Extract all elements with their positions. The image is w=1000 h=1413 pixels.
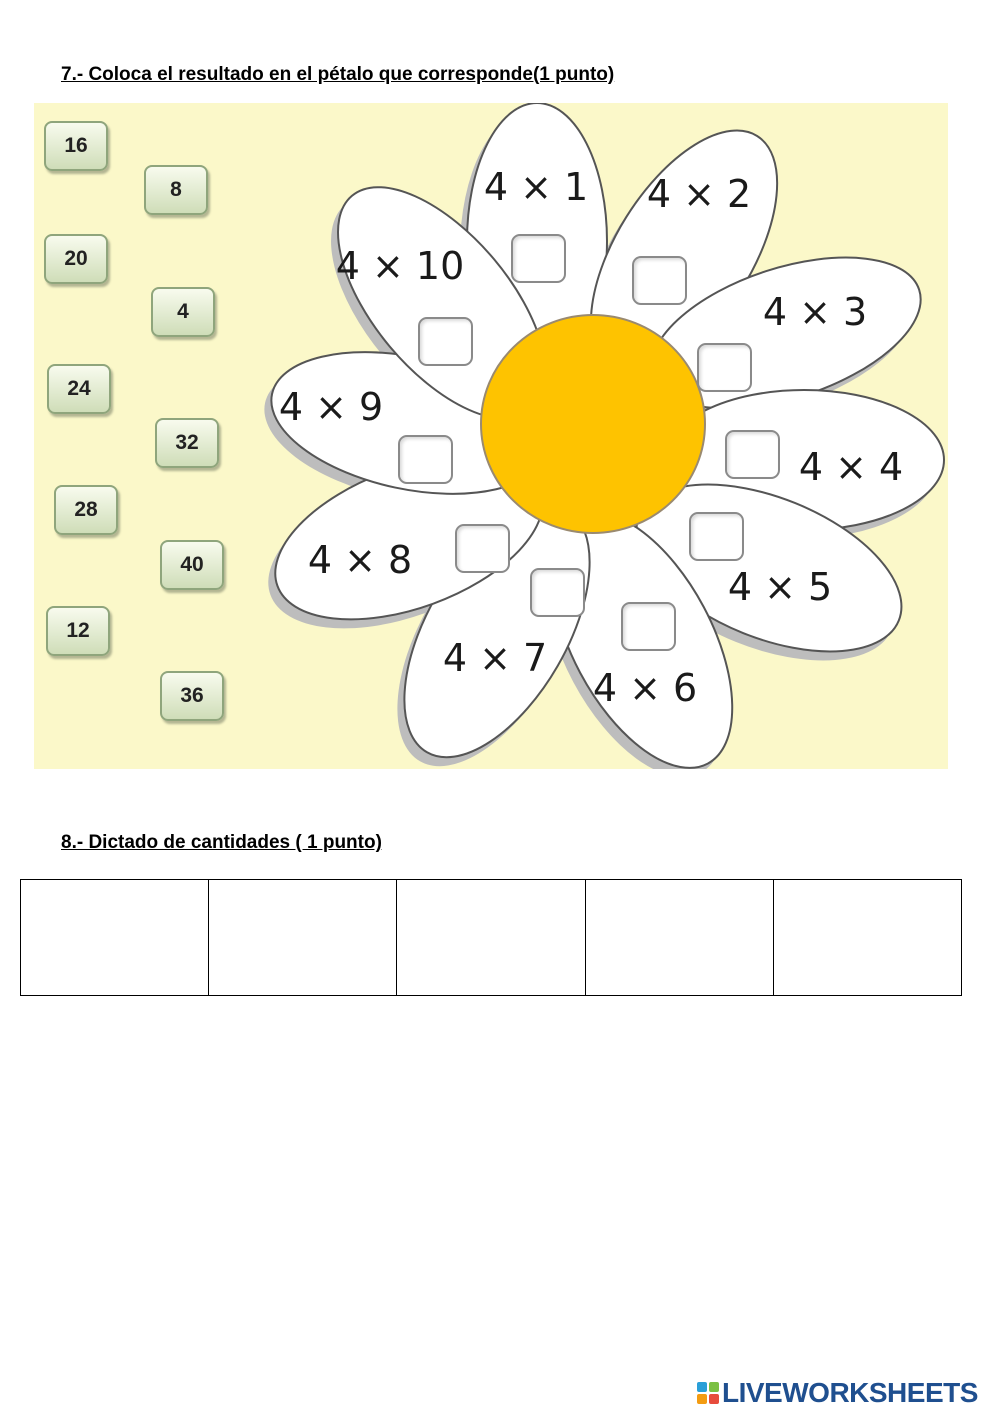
petal-multiplication-label: 4 × 8 [307,538,413,582]
answer-tile[interactable]: 16 [44,121,108,171]
dictation-table [20,879,962,996]
answer-tile[interactable]: 40 [160,540,224,590]
question-8-title: 8.- Dictado de cantidades ( 1 punto) [61,832,382,853]
flower-center [481,315,705,533]
logo-square [697,1382,707,1392]
petal-multiplication-label: 4 × 5 [727,565,833,609]
liveworksheets-logo [697,1376,978,1410]
petal-multiplication-label: 4 × 7 [442,636,548,680]
answer-drop-box[interactable] [398,435,453,484]
dictation-answer-cell[interactable] [773,880,961,996]
answer-tile[interactable]: 28 [54,485,118,535]
petal-multiplication-label: 4 × 10 [335,244,465,288]
answer-tile[interactable]: 4 [151,287,215,337]
flower-exercise-panel [34,103,948,769]
petal-multiplication-label: 4 × 2 [646,172,752,216]
answer-tile[interactable]: 32 [155,418,219,468]
logo-square [709,1394,719,1404]
dictation-answer-cell[interactable] [209,880,397,996]
question-7-title: 7.- Coloca el resultado en el pétalo que corresponde(1 punto) [61,64,615,85]
answer-drop-box[interactable] [530,568,585,617]
answer-drop-box[interactable] [455,524,510,573]
dictation-answer-cell[interactable] [397,880,585,996]
logo-square [697,1394,707,1404]
answer-tile[interactable]: 12 [46,606,110,656]
answer-drop-box[interactable] [632,256,687,305]
petal-multiplication-label: 4 × 6 [592,666,698,710]
liveworksheets-logo-icon [697,1382,719,1404]
answer-tile[interactable]: 8 [144,165,208,215]
petal-multiplication-label: 4 × 4 [798,445,904,489]
logo-square [709,1382,719,1392]
petal-multiplication-label: 4 × 1 [483,165,589,209]
answer-drop-box[interactable] [689,512,744,561]
answer-tile[interactable]: 24 [47,364,111,414]
answer-tile[interactable]: 36 [160,671,224,721]
liveworksheets-brand: LIVEWORKSHEETS [722,1377,978,1408]
answer-drop-box[interactable] [418,317,473,366]
answer-drop-box[interactable] [621,602,676,651]
answer-tile[interactable]: 20 [44,234,108,284]
petal-multiplication-label: 4 × 9 [278,385,384,429]
dictation-answer-cell[interactable] [21,880,209,996]
answer-drop-box[interactable] [725,430,780,479]
dictation-answer-cell[interactable] [585,880,773,996]
answer-drop-box[interactable] [511,234,566,283]
petal-multiplication-label: 4 × 3 [762,290,868,334]
answer-drop-box[interactable] [697,343,752,392]
